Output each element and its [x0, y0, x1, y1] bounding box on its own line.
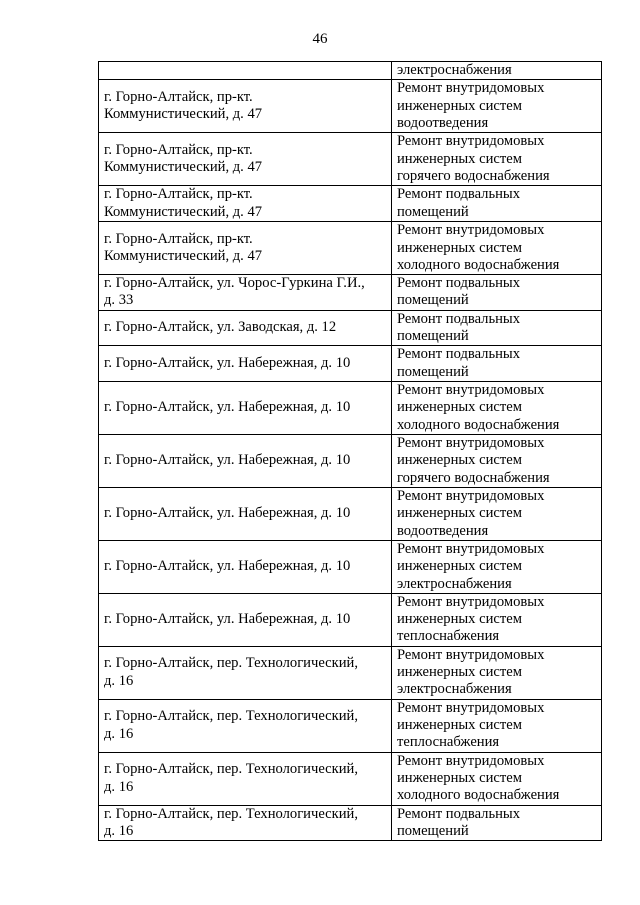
work-type-cell [392, 62, 602, 80]
work-type-text: Ремонт внутридомовых инженерных систем электроснабжения [397, 646, 545, 698]
work-type-text: Ремонт внутридомовых инженерных систем водоотведения [397, 80, 545, 131]
address-text: г. Горно-Алтайск, ул. Чорос-Гуркина Г.И., д. 33 [104, 275, 365, 309]
page-number: 46 [312, 31, 328, 47]
work-type-text: Ремонт подвальных помещений [397, 310, 521, 345]
work-type-text: Ремонт внутридомовых инженерных систем теплоснабжения [397, 699, 545, 751]
works-table-body [99, 62, 602, 841]
address-text: г. Горно-Алтайск, пер. Технологический, д. 16 [104, 761, 359, 795]
address-cell [99, 752, 392, 805]
work-type-text: электроснабжения [397, 62, 512, 78]
table-row [99, 80, 602, 133]
work-type-cell [392, 646, 602, 699]
table-row [99, 646, 602, 699]
work-type-text: Ремонт внутридомовых инженерных систем теплоснабжения [397, 593, 545, 645]
address-text: г. Горно-Алтайск, ул. Набережная, д. 10 [104, 558, 351, 575]
work-type-cell [392, 186, 602, 222]
table-row [99, 805, 602, 841]
address-cell [99, 275, 392, 311]
address-cell [99, 540, 392, 593]
work-type-cell [392, 381, 602, 434]
work-type-text: Ремонт внутридомовых инженерных систем холодного водоснабжения [397, 752, 560, 804]
table-row [99, 133, 602, 186]
table-row [99, 593, 602, 646]
table-row [99, 381, 602, 434]
address-cell [99, 381, 392, 434]
work-type-cell [392, 540, 602, 593]
address-cell [99, 310, 392, 346]
table-row [99, 346, 602, 382]
address-cell [99, 805, 392, 841]
work-type-cell [392, 133, 602, 186]
address-text: г. Горно-Алтайск, ул. Набережная, д. 10 [104, 399, 351, 416]
work-type-cell [392, 222, 602, 275]
address-text: г. Горно-Алтайск, пер. Технологический, д. 16 [104, 655, 359, 689]
address-cell [99, 646, 392, 699]
table-row [99, 434, 602, 487]
address-text: г. Горно-Алтайск, пер. Технологический, д. 16 [104, 805, 359, 839]
table-row [99, 487, 602, 540]
work-type-text: Ремонт внутридомовых инженерных систем горячего водоснабжения [397, 133, 550, 184]
address-text: г. Горно-Алтайск, пр-кт. Коммунистический, д. 47 [104, 89, 263, 123]
work-type-text: Ремонт подвальных помещений [397, 346, 521, 380]
address-text: г. Горно-Алтайск, ул. Набережная, д. 10 [104, 611, 351, 628]
address-cell [99, 593, 392, 646]
address-text: г. Горно-Алтайск, ул. Набережная, д. 10 [104, 355, 351, 372]
address-cell [99, 62, 392, 80]
work-type-cell [392, 434, 602, 487]
address-text: г. Горно-Алтайск, ул. Набережная, д. 10 [104, 505, 351, 522]
table-row [99, 540, 602, 593]
work-type-text: Ремонт внутридомовых инженерных систем холодного водоснабжения [397, 382, 560, 433]
work-type-cell [392, 80, 602, 133]
address-text: г. Горно-Алтайск, ул. Набережная, д. 10 [104, 452, 351, 469]
work-type-text: Ремонт внутридомовых инженерных систем водоотведения [397, 487, 545, 539]
address-text: г. Горно-Алтайск, пр-кт. Коммунистический, д. 47 [104, 186, 263, 220]
work-type-text: Ремонт внутридомовых инженерных систем электроснабжения [397, 540, 545, 592]
address-cell [99, 487, 392, 540]
address-cell [99, 222, 392, 275]
works-table [98, 61, 602, 841]
table-row [99, 62, 602, 80]
table-row [99, 310, 602, 346]
table-row [99, 752, 602, 805]
work-type-text: Ремонт внутридомовых инженерных систем холодного водоснабжения [397, 222, 560, 273]
address-cell [99, 80, 392, 133]
work-type-text: Ремонт подвальных помещений [397, 805, 521, 839]
address-text: г. Горно-Алтайск, пер. Технологический, д. 16 [104, 708, 359, 742]
address-text: г. Горно-Алтайск, пр-кт. Коммунистический, д. 47 [104, 230, 263, 265]
work-type-cell [392, 805, 602, 841]
work-type-text: Ремонт внутридомовых инженерных систем горячего водоснабжения [397, 435, 550, 486]
work-type-cell [392, 752, 602, 805]
work-type-text: Ремонт подвальных помещений [397, 186, 521, 220]
work-type-cell [392, 699, 602, 752]
work-type-cell [392, 275, 602, 311]
address-cell [99, 133, 392, 186]
address-cell [99, 186, 392, 222]
address-cell [99, 699, 392, 752]
table-row [99, 222, 602, 275]
work-type-cell [392, 310, 602, 346]
table-row [99, 699, 602, 752]
address-text: г. Горно-Алтайск, ул. Заводская, д. 12 [104, 319, 337, 336]
address-cell [99, 434, 392, 487]
table-row [99, 186, 602, 222]
work-type-text: Ремонт подвальных помещений [397, 275, 521, 309]
work-type-cell [392, 593, 602, 646]
address-text: г. Горно-Алтайск, пр-кт. Коммунистический, д. 47 [104, 141, 263, 176]
table-row [99, 275, 602, 311]
address-cell [99, 346, 392, 382]
work-type-cell [392, 487, 602, 540]
work-type-cell [392, 346, 602, 382]
